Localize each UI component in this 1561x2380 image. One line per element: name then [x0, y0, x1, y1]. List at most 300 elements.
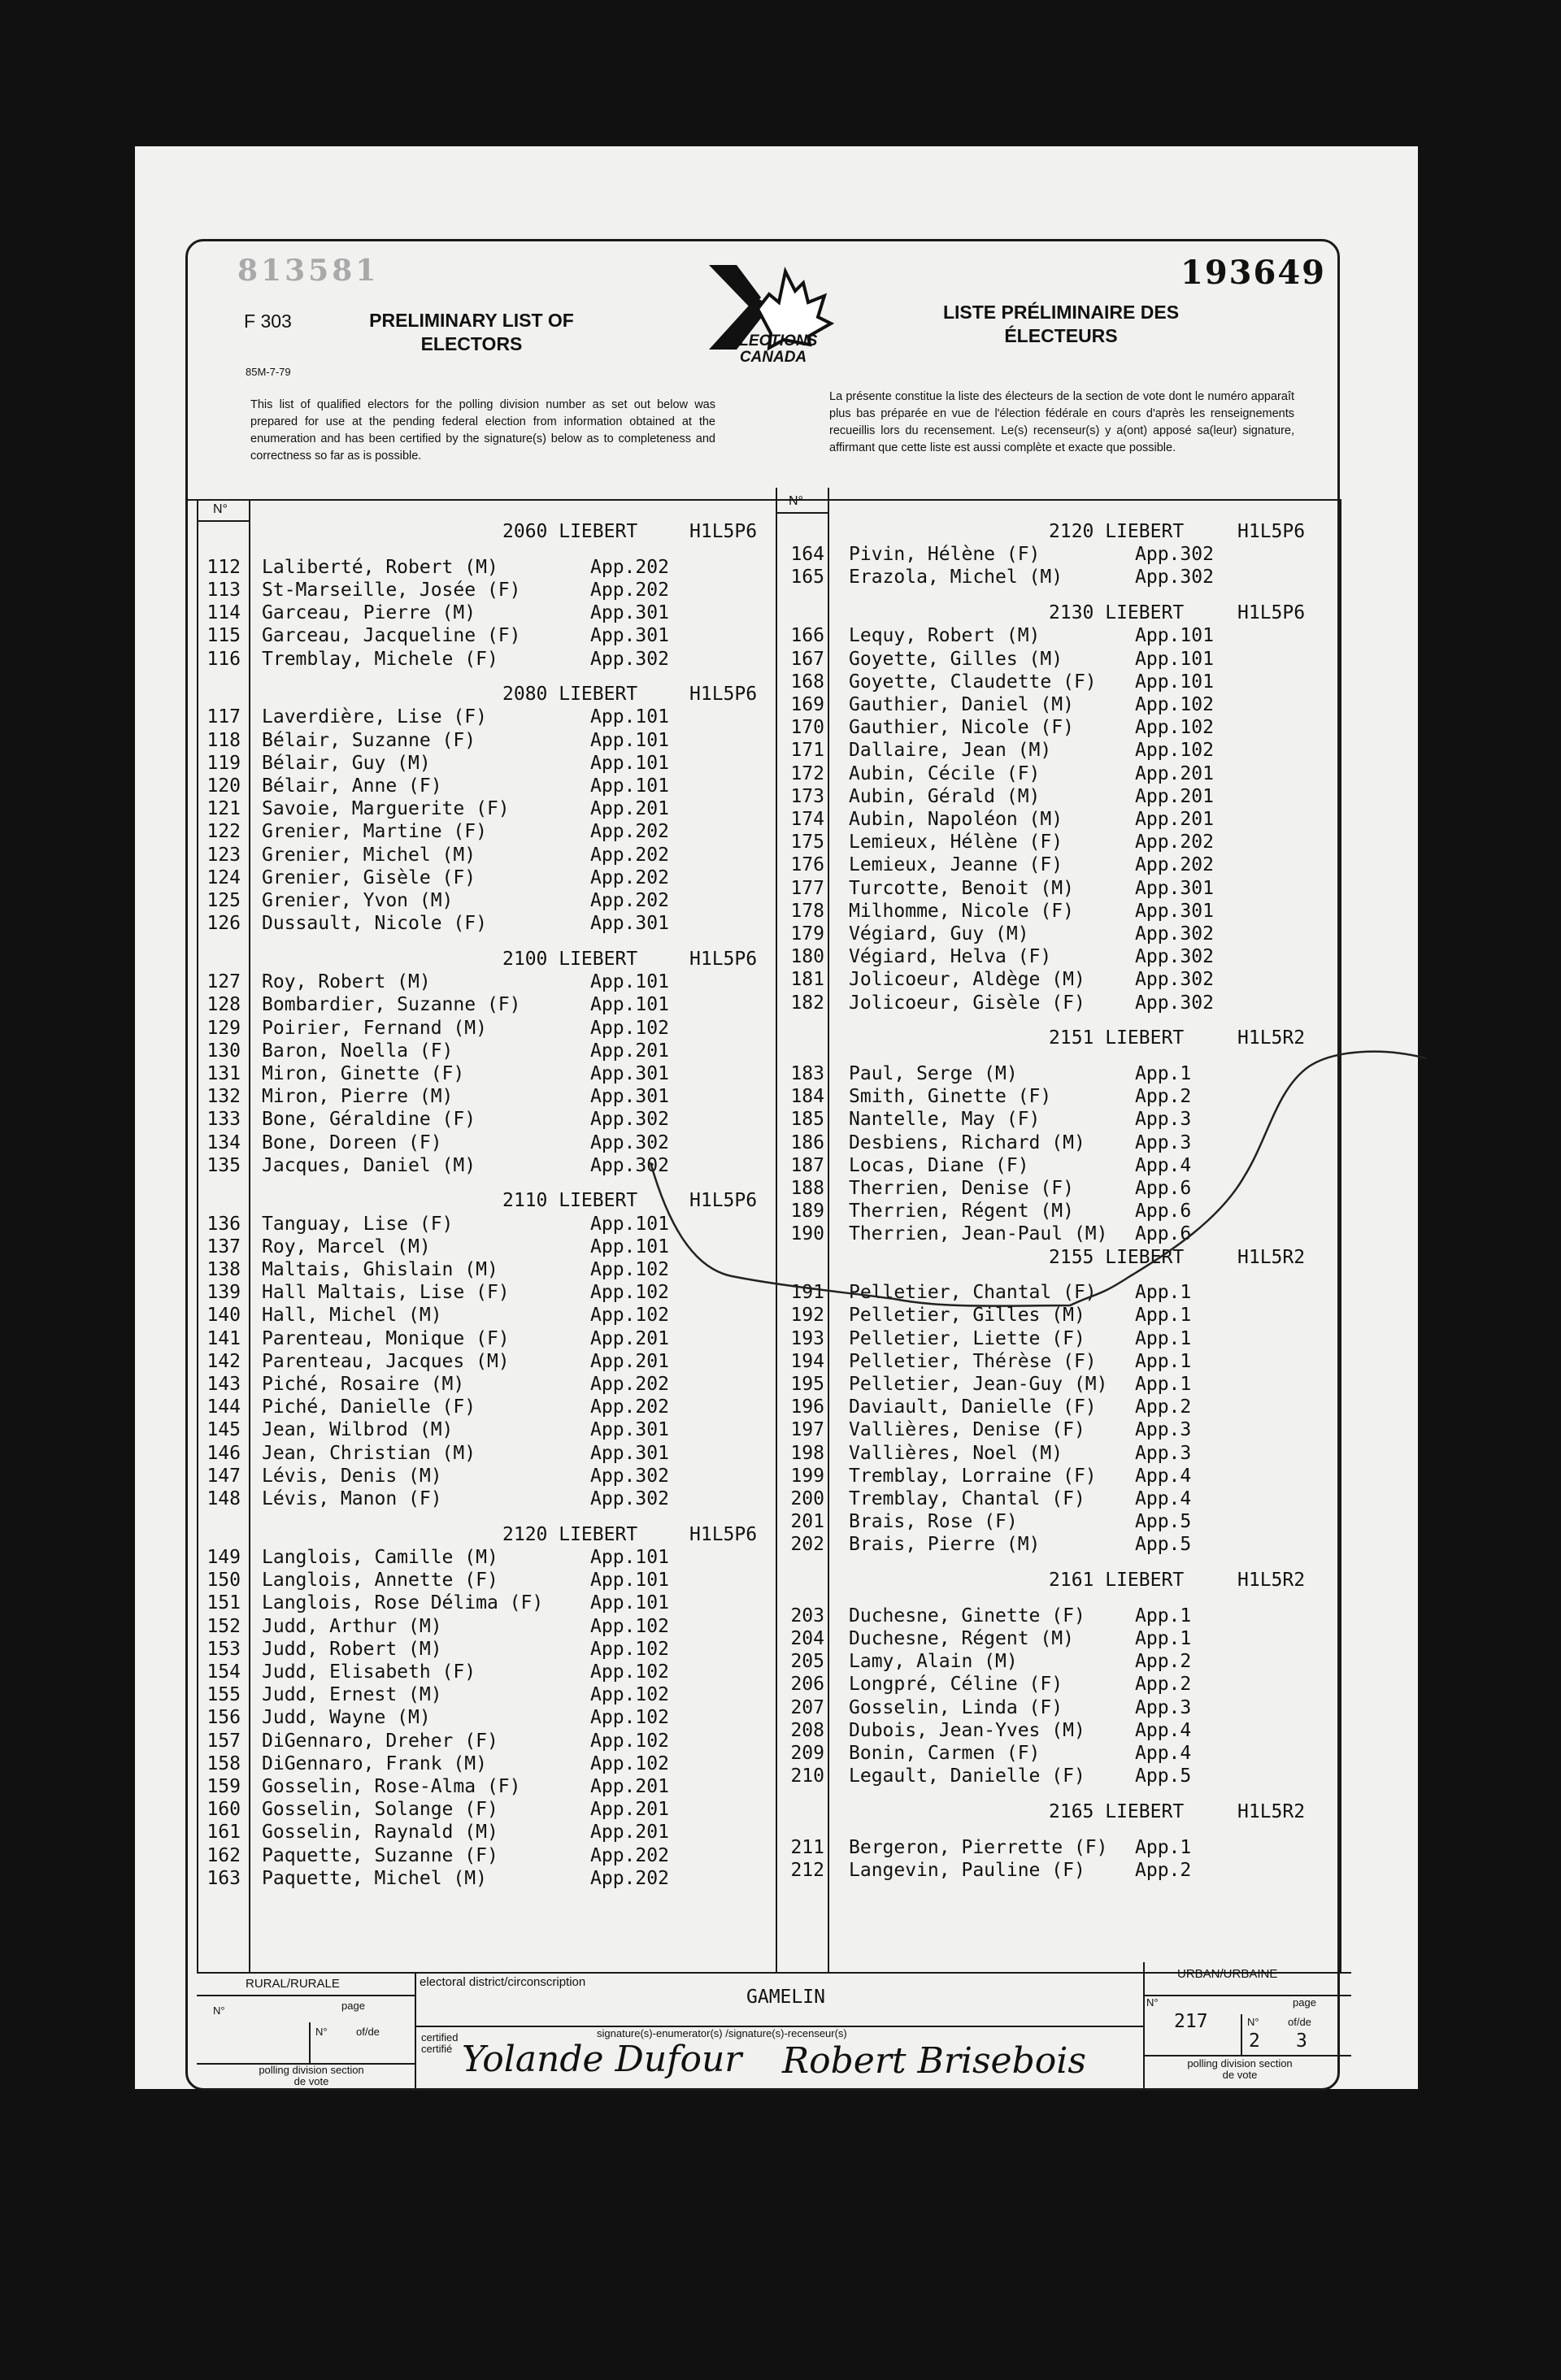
apartment: App.302	[590, 1154, 669, 1176]
elector-name: Gosselin, Raynald (M)	[262, 1822, 498, 1844]
elector-name: Longpré, Céline (F)	[849, 1674, 1063, 1696]
elector-number: 140	[207, 1305, 241, 1327]
elector-name: Hall Maltais, Lise (F)	[262, 1282, 510, 1304]
apartment: App.4	[1135, 1743, 1192, 1765]
elector-name: Lévis, Denis (M)	[262, 1465, 442, 1487]
elector-number: 207	[790, 1696, 824, 1718]
apartment: App.1	[1135, 1062, 1192, 1084]
apartment: App.4	[1135, 1719, 1192, 1741]
elector-number: 203	[790, 1605, 824, 1626]
elector-number: 191	[790, 1282, 824, 1304]
footer-urban-bottom	[1143, 2055, 1351, 2056]
elector-name: Pivin, Hélène (F)	[849, 544, 1041, 566]
footer-vline-4	[1241, 2014, 1242, 2055]
elector-number: 114	[207, 602, 241, 624]
elector-number: 157	[207, 1730, 241, 1752]
apartment: App.301	[1135, 877, 1214, 899]
elector-number: 128	[207, 994, 241, 1016]
rural-page-no-label: N°	[315, 2026, 328, 2038]
urban-page-of: 3	[1296, 2030, 1307, 2052]
postal-code: H1L5P6	[1237, 602, 1306, 624]
signature-1: Yolande Dufour	[462, 2039, 742, 2080]
elector-name: Aubin, Napoléon (M)	[849, 808, 1063, 830]
apartment: App.301	[590, 1442, 669, 1464]
elector-name: Bombardier, Suzanne (F)	[262, 994, 521, 1016]
elector-number: 202	[790, 1534, 824, 1556]
apartment: App.101	[590, 752, 669, 774]
elector-number: 118	[207, 729, 241, 751]
elector-name: Vallières, Denise (F)	[849, 1419, 1085, 1441]
elector-number: 162	[207, 1844, 241, 1866]
apartment: App.2	[1135, 1859, 1192, 1881]
elector-name: Grenier, Gisèle (F)	[262, 866, 476, 888]
signature-label: signature(s)-enumerator(s) /signature(s)-recenseur(s)	[597, 2027, 847, 2039]
elector-name: Judd, Arthur (M)	[262, 1615, 442, 1637]
elector-number: 185	[790, 1109, 824, 1131]
apartment: App.102	[1135, 693, 1214, 715]
apartment: App.301	[590, 625, 669, 647]
elector-number: 158	[207, 1752, 241, 1774]
no-header-right: N°	[789, 494, 803, 508]
elector-name: Goyette, Claudette (F)	[849, 671, 1097, 693]
footer-vline-2	[1143, 1962, 1145, 2091]
elector-name: Jean, Wilbrod (M)	[262, 1419, 454, 1441]
elector-number: 194	[790, 1350, 824, 1372]
elector-number: 168	[790, 671, 824, 693]
elector-name: St-Marseille, Josée (F)	[262, 579, 521, 601]
apartment: App.301	[590, 913, 669, 935]
elector-number: 169	[790, 693, 824, 715]
elector-name: Tremblay, Chantal (F)	[849, 1488, 1085, 1510]
district-label: electoral district/circonscription	[420, 1975, 586, 1989]
elector-number: 124	[207, 866, 241, 888]
apartment: App.101	[590, 1236, 669, 1257]
elector-number: 119	[207, 752, 241, 774]
elector-number: 144	[207, 1396, 241, 1418]
apartment: App.102	[1135, 740, 1214, 762]
title-en: PRELIMINARY LIST OF ELECTORS	[369, 310, 574, 354]
elector-number: 178	[790, 900, 824, 922]
apartment: App.3	[1135, 1696, 1192, 1718]
apartment: App.302	[1135, 969, 1214, 991]
elector-name: Therrien, Régent (M)	[849, 1201, 1074, 1223]
apartment: App.202	[590, 556, 669, 578]
elector-name: Pelletier, Chantal (F)	[849, 1282, 1097, 1304]
elector-number: 134	[207, 1131, 241, 1153]
apartment: App.101	[590, 1546, 669, 1568]
postal-code: H1L5P6	[689, 684, 758, 706]
elector-name: Aubin, Cécile (F)	[849, 762, 1041, 784]
apartment: App.302	[1135, 946, 1214, 968]
apartment: App.102	[590, 1615, 669, 1637]
elector-name: Laverdière, Lise (F)	[262, 706, 487, 728]
elector-name: Goyette, Gilles (M)	[849, 648, 1063, 670]
elector-number: 148	[207, 1488, 241, 1510]
apartment: App.101	[1135, 648, 1214, 670]
elector-name: Turcotte, Benoit (M)	[849, 877, 1074, 899]
elector-number: 199	[790, 1465, 824, 1487]
street-address: 2110 LIEBERT	[502, 1190, 638, 1212]
elector-name: Brais, Pierre (M)	[849, 1534, 1041, 1556]
apartment: App.201	[590, 1350, 669, 1372]
intro-fr: La présente constitue la liste des électeurs de la section de vote dont le numéro apparaît plus bas préparée en vue de l'élection fédérale en cours d'après les renseignements recueillis lors du recensement. Le(s) recenseur(s) y a(ont) apposé sa(leur) signature, affirmant que cette liste est aussi complète et exacte que possible.	[829, 390, 1294, 454]
apartment: App.3	[1135, 1419, 1192, 1441]
apartment: App.201	[1135, 808, 1214, 830]
elector-name: Roy, Marcel (M)	[262, 1236, 431, 1257]
signature-2: Robert Brisebois	[782, 2040, 1086, 2082]
elector-name: Bone, Doreen (F)	[262, 1131, 442, 1153]
street-address: 2100 LIEBERT	[502, 948, 638, 970]
apartment: App.1	[1135, 1350, 1192, 1372]
elector-number: 153	[207, 1638, 241, 1660]
urban-page-no-label: N°	[1247, 2016, 1259, 2028]
elector-number: 181	[790, 969, 824, 991]
apartment: App.2	[1135, 1396, 1192, 1418]
apartment: App.102	[590, 1684, 669, 1706]
urban-page-label: page	[1293, 1996, 1316, 2009]
elector-name: Bonin, Carmen (F)	[849, 1743, 1041, 1765]
elector-name: Lévis, Manon (F)	[262, 1488, 442, 1510]
elector-name: Dallaire, Jean (M)	[849, 740, 1052, 762]
elector-name: Milhomme, Nicole (F)	[849, 900, 1074, 922]
elector-name: Baron, Noella (F)	[262, 1040, 454, 1062]
apartment: App.202	[590, 890, 669, 912]
elector-number: 196	[790, 1396, 824, 1418]
print-code: 85M-7-79	[246, 366, 291, 378]
apartment: App.1	[1135, 1605, 1192, 1626]
apartment: App.102	[590, 1752, 669, 1774]
elector-name: Brais, Rose (F)	[849, 1511, 1018, 1533]
postal-code: H1L5P6	[689, 1190, 758, 1212]
apartment: App.102	[590, 1707, 669, 1729]
apartment: App.101	[590, 706, 669, 728]
elector-name: Lemieux, Jeanne (F)	[849, 854, 1063, 876]
elector-number: 208	[790, 1719, 824, 1741]
elector-name: Langevin, Pauline (F)	[849, 1859, 1085, 1881]
apartment: App.5	[1135, 1534, 1192, 1556]
elector-name: Therrien, Jean-Paul (M)	[849, 1223, 1108, 1245]
elector-number: 156	[207, 1707, 241, 1729]
elector-number: 165	[790, 567, 824, 588]
elector-name: Daviault, Danielle (F)	[849, 1396, 1097, 1418]
elector-number: 197	[790, 1419, 824, 1441]
apartment: App.201	[590, 1327, 669, 1349]
elector-number: 150	[207, 1570, 241, 1592]
street-address: 2161 LIEBERT	[1049, 1570, 1185, 1592]
elector-number: 123	[207, 844, 241, 866]
apartment: App.1	[1135, 1374, 1192, 1396]
apartment: App.6	[1135, 1201, 1192, 1223]
rural-of-label: of/de	[356, 2026, 380, 2038]
elector-number: 141	[207, 1327, 241, 1349]
apartment: App.101	[590, 775, 669, 797]
street-address: 2151 LIEBERT	[1049, 1027, 1185, 1049]
apartment: App.301	[590, 602, 669, 624]
elector-name: Bergeron, Pierrette (F)	[849, 1836, 1108, 1858]
elector-number: 155	[207, 1684, 241, 1706]
elector-number: 131	[207, 1062, 241, 1084]
serial-number: 193649	[1181, 254, 1326, 292]
elector-name: Pelletier, Thérèse (F)	[849, 1350, 1097, 1372]
elector-number: 126	[207, 913, 241, 935]
elector-name: Bélair, Anne (F)	[262, 775, 442, 797]
elector-name: Dussault, Nicole (F)	[262, 913, 487, 935]
postal-code: H1L5P6	[1237, 521, 1306, 542]
elector-number: 142	[207, 1350, 241, 1372]
apartment: App.202	[1135, 854, 1214, 876]
apartment: App.202	[590, 1396, 669, 1418]
urban-no-label: N°	[1146, 1996, 1159, 2009]
apartment: App.3	[1135, 1109, 1192, 1131]
apartment: App.201	[590, 1040, 669, 1062]
apartment: App.202	[590, 844, 669, 866]
elector-name: Bone, Géraldine (F)	[262, 1109, 476, 1131]
faint-stamp: 813581	[237, 254, 380, 288]
apartment: App.6	[1135, 1223, 1192, 1245]
elector-number: 160	[207, 1799, 241, 1821]
elector-number: 182	[790, 992, 824, 1014]
elector-name: Gosselin, Linda (F)	[849, 1696, 1063, 1718]
elector-number: 129	[207, 1017, 241, 1039]
elector-number: 132	[207, 1086, 241, 1108]
elector-number: 167	[790, 648, 824, 670]
apartment: App.1	[1135, 1836, 1192, 1858]
elector-number: 186	[790, 1131, 824, 1153]
elector-name: Paquette, Suzanne (F)	[262, 1844, 498, 1866]
elector-name: Végiard, Guy (M)	[849, 923, 1029, 945]
apartment: App.301	[590, 1062, 669, 1084]
elector-number: 138	[207, 1259, 241, 1281]
elector-name: Gosselin, Solange (F)	[262, 1799, 498, 1821]
apartment: App.102	[590, 1282, 669, 1304]
elector-name: Gauthier, Daniel (M)	[849, 693, 1074, 715]
elector-number: 116	[207, 648, 241, 670]
elector-name: Smith, Ginette (F)	[849, 1086, 1052, 1108]
apartment: App.2	[1135, 1651, 1192, 1673]
elector-name: Grenier, Michel (M)	[262, 844, 476, 866]
street-address: 2165 LIEBERT	[1049, 1800, 1185, 1822]
elector-name: DiGennaro, Frank (M)	[262, 1752, 487, 1774]
elector-number: 193	[790, 1327, 824, 1349]
elector-number: 113	[207, 579, 241, 601]
elector-name: Lamy, Alain (M)	[849, 1651, 1018, 1673]
elector-name: Desbiens, Richard (M)	[849, 1131, 1085, 1153]
footer-rural-line	[197, 1995, 415, 1996]
apartment: App.202	[590, 866, 669, 888]
elector-number: 139	[207, 1282, 241, 1304]
apartment: App.201	[590, 1799, 669, 1821]
apartment: App.2	[1135, 1086, 1192, 1108]
footer-vline-1	[415, 1972, 416, 2091]
elector-number: 189	[790, 1201, 824, 1223]
apartment: App.101	[1135, 625, 1214, 647]
elector-name: Grenier, Martine (F)	[262, 821, 487, 843]
elector-name: Erazola, Michel (M)	[849, 567, 1063, 588]
apartment: App.201	[1135, 762, 1214, 784]
elector-name: Bélair, Suzanne (F)	[262, 729, 476, 751]
apartment: App.101	[590, 1213, 669, 1235]
apartment: App.201	[590, 1822, 669, 1844]
apartment: App.201	[590, 1775, 669, 1797]
elector-name: DiGennaro, Dreher (F)	[262, 1730, 498, 1752]
elector-name: Langlois, Camille (M)	[262, 1546, 498, 1568]
elector-number: 117	[207, 706, 241, 728]
footer-urban-line	[1143, 1995, 1351, 1996]
elector-name: Maltais, Ghislain (M)	[262, 1259, 498, 1281]
elector-name: Laliberté, Robert (M)	[262, 556, 498, 578]
elector-name: Judd, Ernest (M)	[262, 1684, 442, 1706]
elector-name: Garceau, Jacqueline (F)	[262, 625, 521, 647]
elector-name: Garceau, Pierre (M)	[262, 602, 476, 624]
apartment: App.2	[1135, 1674, 1192, 1696]
elector-number: 161	[207, 1822, 241, 1844]
elector-name: Poirier, Fernand (M)	[262, 1017, 487, 1039]
rural-no-label: N°	[213, 2004, 225, 2017]
elector-number: 166	[790, 625, 824, 647]
title-fr: LISTE PRÉLIMINAIRE DES ÉLECTEURS	[942, 302, 1180, 346]
elector-number: 176	[790, 854, 824, 876]
elector-number: 143	[207, 1374, 241, 1396]
elector-number: 115	[207, 625, 241, 647]
apartment: App.202	[590, 579, 669, 601]
postal-code: H1L5R2	[1237, 1800, 1306, 1822]
elector-name: Gosselin, Rose-Alma (F)	[262, 1775, 521, 1797]
elector-number: 137	[207, 1236, 241, 1257]
elector-name: Jean, Christian (M)	[262, 1442, 476, 1464]
elector-name: Jolicoeur, Gisèle (F)	[849, 992, 1085, 1014]
urban-label: URBAN/URBAINE	[1177, 1967, 1278, 1981]
elector-name: Tremblay, Michele (F)	[262, 648, 498, 670]
elector-name: Nantelle, May (F)	[849, 1109, 1041, 1131]
street-address: 2130 LIEBERT	[1049, 602, 1185, 624]
elector-number: 174	[790, 808, 824, 830]
elector-number: 112	[207, 556, 241, 578]
elector-number: 151	[207, 1592, 241, 1614]
apartment: App.201	[1135, 785, 1214, 807]
elector-number: 173	[790, 785, 824, 807]
elector-number: 183	[790, 1062, 824, 1084]
elector-number: 206	[790, 1674, 824, 1696]
postal-code: H1L5R2	[1237, 1246, 1306, 1268]
apartment: App.1	[1135, 1327, 1192, 1349]
apartment: App.1	[1135, 1305, 1192, 1327]
elector-number: 133	[207, 1109, 241, 1131]
elector-name: Duchesne, Régent (M)	[849, 1628, 1074, 1650]
urban-polling-division-label: polling division section de vote	[1187, 2057, 1293, 2081]
elector-name: Paul, Serge (M)	[849, 1062, 1018, 1084]
apartment: App.302	[590, 1131, 669, 1153]
elector-number: 175	[790, 832, 824, 853]
apartment: App.102	[590, 1259, 669, 1281]
postal-code: H1L5R2	[1237, 1027, 1306, 1049]
apartment: App.302	[1135, 923, 1214, 945]
elector-number: 187	[790, 1154, 824, 1176]
elector-name: Pelletier, Liette (F)	[849, 1327, 1085, 1349]
elector-name: Paquette, Michel (M)	[262, 1867, 487, 1889]
elector-name: Tanguay, Lise (F)	[262, 1213, 454, 1235]
elector-name: Judd, Elisabeth (F)	[262, 1661, 476, 1683]
apartment: App.302	[590, 1109, 669, 1131]
elector-name: Legault, Danielle (F)	[849, 1765, 1085, 1787]
elector-number: 163	[207, 1867, 241, 1889]
elector-name: Roy, Robert (M)	[262, 971, 431, 993]
apartment: App.3	[1135, 1442, 1192, 1464]
elector-number: 180	[790, 946, 824, 968]
elector-name: Savoie, Marguerite (F)	[262, 798, 510, 820]
apartment: App.302	[590, 648, 669, 670]
elector-name: Lemieux, Hélène (F)	[849, 832, 1063, 853]
apartment: App.5	[1135, 1765, 1192, 1787]
apartment: App.5	[1135, 1511, 1192, 1533]
apartment: App.202	[590, 1844, 669, 1866]
street-address: 2120 LIEBERT	[1049, 521, 1185, 542]
elector-name: Lequy, Robert (M)	[849, 625, 1041, 647]
apartment: App.1	[1135, 1628, 1192, 1650]
apartment: App.1	[1135, 1282, 1192, 1304]
apartment: App.101	[590, 994, 669, 1016]
elector-name: Parenteau, Monique (F)	[262, 1327, 510, 1349]
logo-text-2: CANADA	[739, 349, 807, 366]
elector-number: 146	[207, 1442, 241, 1464]
apartment: App.302	[1135, 544, 1214, 566]
elector-number: 127	[207, 971, 241, 993]
elector-number: 198	[790, 1442, 824, 1464]
elector-number: 192	[790, 1305, 824, 1327]
elector-number: 147	[207, 1465, 241, 1487]
elector-name: Piché, Rosaire (M)	[262, 1374, 465, 1396]
urban-page-no: 2	[1249, 2030, 1260, 2052]
apartment: App.201	[590, 798, 669, 820]
elector-name: Dubois, Jean-Yves (M)	[849, 1719, 1085, 1741]
elector-name: Grenier, Yvon (M)	[262, 890, 454, 912]
elector-number: 188	[790, 1177, 824, 1199]
elector-name: Gauthier, Nicole (F)	[849, 717, 1074, 739]
elector-name: Végiard, Helva (F)	[849, 946, 1052, 968]
apartment: App.101	[590, 971, 669, 993]
elector-number: 170	[790, 717, 824, 739]
apartment: App.4	[1135, 1465, 1192, 1487]
elector-number: 190	[790, 1223, 824, 1245]
apartment: App.202	[590, 1867, 669, 1889]
rural-page-label: page	[341, 2000, 365, 2012]
apartment: App.3	[1135, 1131, 1192, 1153]
elector-name: Vallières, Noel (M)	[849, 1442, 1063, 1464]
no-header-left: N°	[213, 502, 228, 516]
elector-name: Langlois, Rose Délima (F)	[262, 1592, 544, 1614]
elector-name: Miron, Pierre (M)	[262, 1086, 454, 1108]
elector-number: 159	[207, 1775, 241, 1797]
street-address: 2060 LIEBERT	[502, 521, 638, 542]
elector-name: Jacques, Daniel (M)	[262, 1154, 476, 1176]
apartment: App.6	[1135, 1177, 1192, 1199]
urban-number: 217	[1174, 2011, 1208, 2032]
logo-text-1: ELECTIONS	[728, 332, 818, 350]
district-value: GAMELIN	[746, 1987, 825, 2008]
elector-number: 177	[790, 877, 824, 899]
elector-name: Therrien, Denise (F)	[849, 1177, 1074, 1199]
urban-of-label: of/de	[1288, 2016, 1311, 2028]
apartment: App.301	[590, 1086, 669, 1108]
elector-name: Tremblay, Lorraine (F)	[849, 1465, 1097, 1487]
postal-code: H1L5P6	[689, 948, 758, 970]
elector-number: 154	[207, 1661, 241, 1683]
apartment: App.101	[1135, 671, 1214, 693]
elector-number: 145	[207, 1419, 241, 1441]
apartment: App.302	[1135, 567, 1214, 588]
elector-number: 205	[790, 1651, 824, 1673]
elector-name: Hall, Michel (M)	[262, 1305, 442, 1327]
form-code: F 303	[244, 311, 292, 332]
